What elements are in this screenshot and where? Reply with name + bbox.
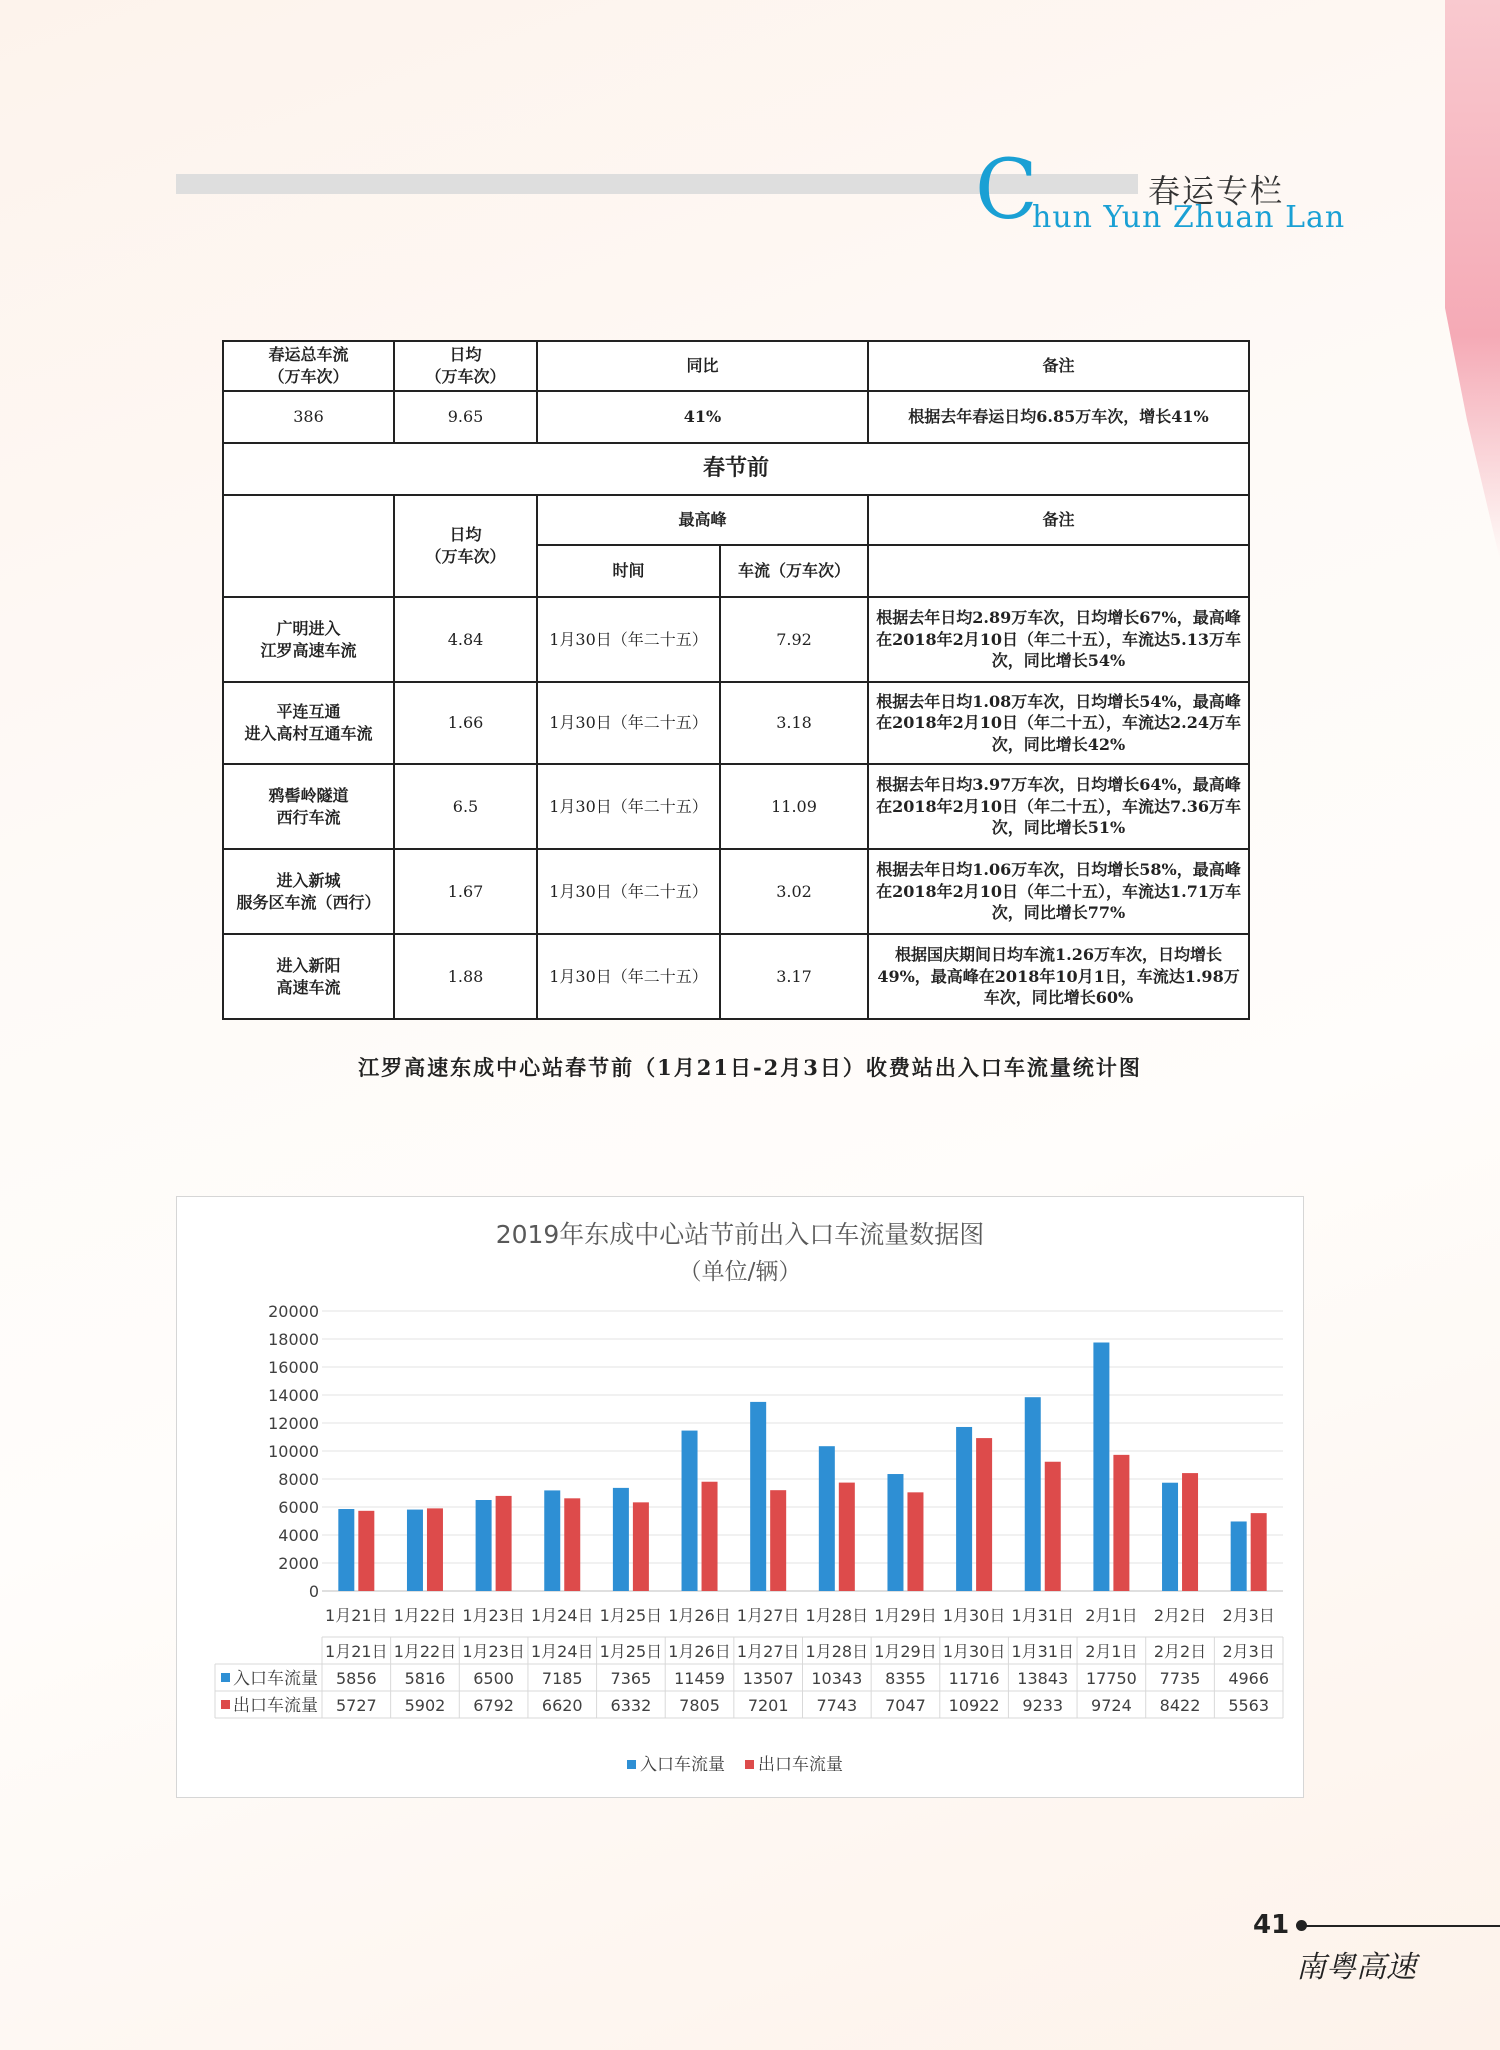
data-table-value: 7743	[816, 1696, 858, 1715]
x-tick-label: 2月1日	[1085, 1606, 1138, 1625]
x-tick-label: 1月27日	[736, 1606, 800, 1625]
y-tick-label: 6000	[278, 1498, 319, 1517]
chart-container	[176, 1196, 1304, 1798]
data-table-value: 7735	[1159, 1669, 1201, 1688]
page-edge-decoration	[1445, 0, 1500, 560]
chart-subtitle: （单位/辆）	[678, 1259, 802, 1285]
bar-exit	[496, 1496, 512, 1591]
data-table-value: 7805	[679, 1696, 720, 1715]
x-tick-label: 1月26日	[668, 1606, 731, 1625]
data-table-value: 5856	[335, 1669, 377, 1688]
data-table-value: 6500	[473, 1669, 514, 1688]
data-table-header: 2月1日	[1085, 1642, 1138, 1661]
data-table-value: 5563	[1228, 1696, 1270, 1715]
data-table-header: 1月25日	[599, 1642, 663, 1661]
traffic-bar-chart	[177, 1197, 1303, 1797]
bar-exit	[427, 1508, 443, 1591]
table-row	[223, 764, 1249, 849]
row-note: 根据国庆期间日均车流1.26万车次，日均增长49%，最高峰在2018年10月1日，车流达1.98万车次，同比增长60%	[868, 934, 1249, 1019]
y-tick-label: 12000	[268, 1414, 319, 1433]
y-tick-label: 0	[308, 1582, 319, 1601]
x-tick-label: 1月24日	[530, 1606, 594, 1625]
row-daily: 1.88	[394, 934, 537, 1019]
data-table-value: 10922	[948, 1696, 1000, 1715]
y-tick-label: 14000	[268, 1386, 319, 1405]
table-row	[223, 597, 1249, 682]
row-flow: 3.02	[720, 849, 868, 934]
bar-entry	[476, 1500, 492, 1591]
row-label: 进入新阳 高速车流	[223, 934, 394, 1019]
bar-exit	[358, 1511, 374, 1591]
bar-entry	[819, 1446, 835, 1591]
total-flow-value: 386	[223, 391, 394, 443]
traffic-table	[222, 340, 1250, 1020]
data-table-value: 11716	[948, 1669, 1000, 1688]
legend-key	[627, 1760, 636, 1769]
data-table-value: 6620	[541, 1696, 583, 1715]
y-tick-label: 16000	[268, 1358, 319, 1377]
data-table-value: 7185	[541, 1669, 583, 1688]
row-daily: 1.66	[394, 682, 537, 764]
row-label: 鸦髻岭隧道 西行车流	[223, 764, 394, 849]
bar-exit	[770, 1490, 786, 1591]
data-table-value: 7365	[610, 1669, 652, 1688]
row-daily: 4.84	[394, 597, 537, 682]
legend-label: 出口车流量	[758, 1755, 843, 1775]
bar-entry	[750, 1402, 766, 1591]
row-daily: 6.5	[394, 764, 537, 849]
section-title: 春节前	[223, 443, 1249, 495]
row-time: 1月30日（年二十五）	[537, 597, 720, 682]
data-table-value: 6332	[610, 1696, 652, 1715]
blank-header-cell	[223, 495, 394, 597]
data-table-value: 13507	[742, 1669, 794, 1688]
data-table-value: 9724	[1091, 1696, 1132, 1715]
x-tick-label: 1月23日	[462, 1606, 525, 1625]
data-table-header: 1月29日	[874, 1642, 937, 1661]
bar-entry	[1093, 1343, 1109, 1592]
magazine-logo: 南粤高速	[1296, 1950, 1416, 1985]
x-tick-label: 1月22日	[393, 1606, 457, 1625]
row-label: 广明进入 江罗高速车流	[223, 597, 394, 682]
row-label: 平连互通 进入高村互通车流	[223, 682, 394, 764]
data-table-value: 5727	[335, 1696, 377, 1715]
data-table-value: 5816	[404, 1669, 446, 1688]
row-flow: 3.18	[720, 682, 868, 764]
bar-exit	[702, 1482, 718, 1591]
header-note: 备注	[868, 341, 1249, 391]
x-tick-label: 2月3日	[1222, 1606, 1275, 1625]
y-tick-label: 8000	[278, 1470, 319, 1489]
data-table-value: 8422	[1159, 1696, 1201, 1715]
data-table-value: 7201	[747, 1696, 789, 1715]
bar-entry	[1162, 1483, 1178, 1591]
x-tick-label: 1月25日	[599, 1606, 663, 1625]
data-table-header: 1月26日	[668, 1642, 731, 1661]
header-initial: C	[975, 143, 1038, 238]
header-daily: 日均 （万车次）	[394, 341, 537, 391]
summary-note: 根据去年春运日均6.85万车次，增长41%	[868, 391, 1249, 443]
data-table-header: 1月23日	[462, 1642, 525, 1661]
sub-header-daily: 日均 （万车次）	[394, 495, 537, 597]
sub-header-note: 备注	[868, 495, 1249, 545]
y-tick-label: 20000	[268, 1302, 319, 1321]
y-tick-label: 10000	[268, 1442, 319, 1461]
header-total-flow: 春运总车流 （万车次）	[223, 341, 394, 391]
x-tick-label: 2月2日	[1153, 1606, 1207, 1625]
yoy-value: 41%	[537, 391, 868, 443]
page-number-line	[1305, 1925, 1500, 1927]
bar-exit	[839, 1483, 855, 1591]
row-note: 根据去年日均1.08万车次，日均增长54%，最高峰在2018年2月10日（年二十五），车流达2.24万车次，同比增长42%	[868, 682, 1249, 764]
data-table-header: 1月28日	[805, 1642, 869, 1661]
bar-entry	[682, 1431, 698, 1591]
data-table-header: 2月2日	[1153, 1642, 1207, 1661]
data-table-value: 9233	[1022, 1696, 1064, 1715]
bar-exit	[1182, 1473, 1198, 1591]
x-tick-label: 1月21日	[325, 1606, 388, 1625]
bar-entry	[338, 1509, 354, 1591]
data-table-series-name: 出口车流量	[233, 1696, 318, 1716]
legend-label: 入口车流量	[640, 1755, 725, 1775]
sub-header-flow: 车流（万车次）	[720, 545, 868, 597]
data-table-value: 7047	[885, 1696, 926, 1715]
data-table-header: 1月24日	[530, 1642, 594, 1661]
page-number: 41	[1253, 1910, 1290, 1940]
daily-value: 9.65	[394, 391, 537, 443]
bar-entry	[1231, 1521, 1247, 1591]
table-row	[223, 682, 1249, 764]
bar-entry	[956, 1427, 972, 1591]
bar-entry	[887, 1474, 903, 1591]
data-table-header: 1月22日	[393, 1642, 457, 1661]
data-table-value: 13843	[1017, 1669, 1069, 1688]
bar-exit	[907, 1492, 923, 1591]
data-table-legend-key	[221, 1673, 230, 1682]
row-flow: 3.17	[720, 934, 868, 1019]
row-label: 进入新城 服务区车流（西行）	[223, 849, 394, 934]
row-time: 1月30日（年二十五）	[537, 764, 720, 849]
row-note: 根据去年日均2.89万车次，日均增长67%，最高峰在2018年2月10日（年二十五），车流达5.13万车次，同比增长54%	[868, 597, 1249, 682]
row-note: 根据去年日均3.97万车次，日均增长64%，最高峰在2018年2月10日（年二十五），车流达7.36万车次，同比增长51%	[868, 764, 1249, 849]
bar-exit	[564, 1498, 580, 1591]
data-table-legend-key	[221, 1700, 230, 1709]
y-tick-label: 4000	[278, 1526, 319, 1545]
table-row	[223, 849, 1249, 934]
row-note: 根据去年日均1.06万车次，日均增长58%，最高峰在2018年2月10日（年二十五），车流达1.71万车次，同比增长77%	[868, 849, 1249, 934]
row-flow: 7.92	[720, 597, 868, 682]
bar-entry	[613, 1488, 629, 1591]
figure-caption: 江罗高速东成中心站春节前（1月21日-2月3日）收费站出入口车流量统计图	[358, 1055, 1142, 1080]
y-tick-label: 18000	[268, 1330, 319, 1349]
data-table-value: 4966	[1228, 1669, 1270, 1688]
chart-title: 2019年东成中心站节前出入口车流量数据图	[495, 1220, 985, 1249]
row-time: 1月30日（年二十五）	[537, 682, 720, 764]
bar-exit	[1045, 1462, 1061, 1591]
data-table-value: 17750	[1085, 1669, 1137, 1688]
x-tick-label: 1月29日	[874, 1606, 937, 1625]
legend-key	[745, 1760, 754, 1769]
data-table-series-name: 入口车流量	[233, 1669, 318, 1689]
x-tick-label: 1月31日	[1011, 1606, 1075, 1625]
blank-note-cell	[868, 545, 1249, 597]
sub-header-peak: 最高峰	[537, 495, 868, 545]
y-tick-label: 2000	[278, 1554, 319, 1573]
bar-exit	[633, 1502, 649, 1591]
row-time: 1月30日（年二十五）	[537, 849, 720, 934]
data-table-value: 10343	[811, 1669, 863, 1688]
data-table-header: 1月31日	[1011, 1642, 1075, 1661]
x-tick-label: 1月30日	[942, 1606, 1006, 1625]
bar-exit	[976, 1438, 992, 1591]
column-title: 春运专栏	[1148, 172, 1285, 210]
row-flow: 11.09	[720, 764, 868, 849]
sub-header-time: 时间	[537, 545, 720, 597]
row-daily: 1.67	[394, 849, 537, 934]
data-table-header: 1月21日	[325, 1642, 388, 1661]
data-table-value: 5902	[404, 1696, 446, 1715]
table-row	[223, 934, 1249, 1019]
data-table-header: 2月3日	[1222, 1642, 1275, 1661]
data-table-value: 11459	[674, 1669, 725, 1688]
x-tick-label: 1月28日	[805, 1606, 869, 1625]
bar-exit	[1251, 1513, 1267, 1591]
data-table-header: 1月30日	[942, 1642, 1006, 1661]
bar-entry	[1025, 1397, 1041, 1591]
bar-entry	[407, 1510, 423, 1591]
data-table-value: 8355	[885, 1669, 926, 1688]
bar-exit	[1113, 1455, 1129, 1591]
data-table-value: 6792	[473, 1696, 514, 1715]
row-time: 1月30日（年二十五）	[537, 934, 720, 1019]
data-table-header: 1月27日	[736, 1642, 800, 1661]
header-yoy: 同比	[537, 341, 868, 391]
bar-entry	[544, 1490, 560, 1591]
column-title-pinyin: hun Yun Zhuan Lan	[1032, 200, 1346, 235]
